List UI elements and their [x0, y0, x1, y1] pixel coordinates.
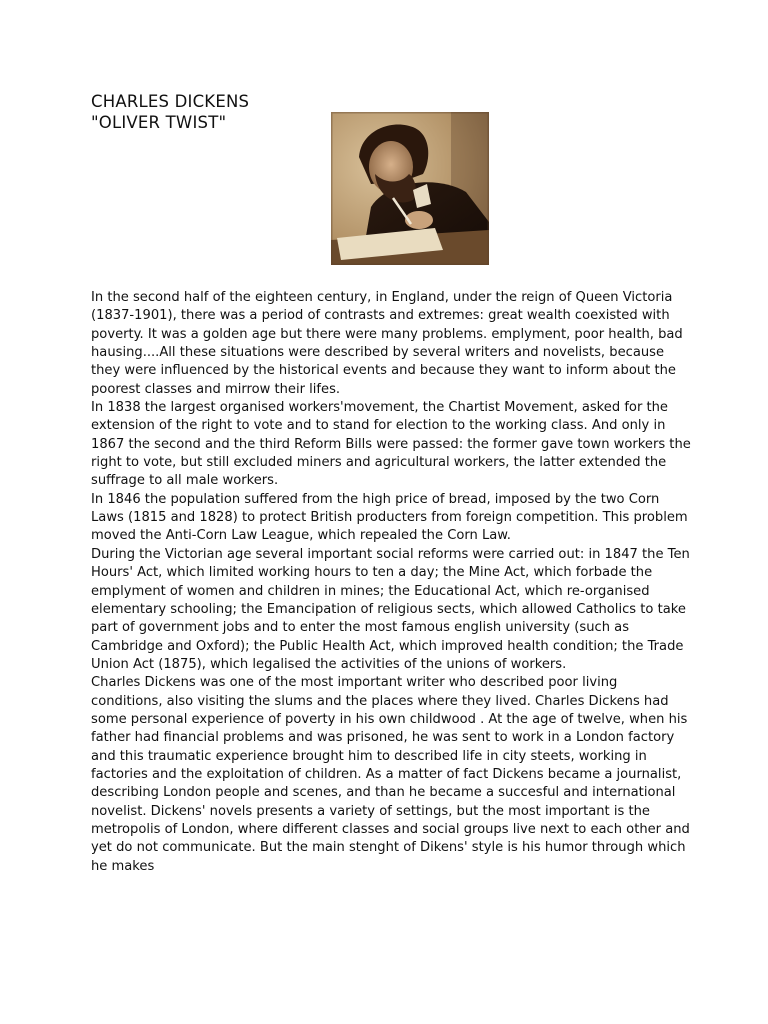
- article-body: [91, 289, 691, 876]
- portrait-illustration: [331, 112, 489, 265]
- title-work: "OLIVER TWIST": [91, 113, 227, 132]
- paragraph-social-reforms: During the Victorian age several important social reforms were carried out: in 1847 the Ten Hours' Act, which limited working hours to ten a day; the Mine Act, which forbade the emplyment of women and children in mines; the Educational Act, which re-organised elementary schooling; the Emancipation of religious sects, which allowed Catholics to take part of government jobs and to enter the most famous english university (such as Cambridge and Oxford); the Public Health Act, which improved health condition; the Trade Union Act (1875), which legalised the activities of the unions of workers.: [91, 546, 690, 672]
- paragraph-victorian-age: In the second half of the eighteen century, in England, under the reign of Queen Victoria (1837-1901), there was a period of contrasts and extremes: great wealth coexisted with poverty. It was a golden age but there were many problems. emplyment, poor health, bad hausing....All these situations were described by several writers and novelists, because they were influenced by the historical events and because they want to inform about the poorest classes and mirrow their lifes.: [91, 290, 683, 397]
- title-author: CHARLES DICKENS: [91, 92, 250, 111]
- document-title: [91, 91, 249, 133]
- paragraph-chartist-movement: In 1838 the largest organised workers'movement, the Chartist Movement, asked for the extension of the right to vote and to stand for election to the working class. And only in 1867 the second and the third Reform Bills were passed: the former gave town workers the right to vote, but still excluded miners and agricultural workers, the latter extended the suffrage to all male workers.: [91, 400, 691, 489]
- paragraph-dickens-life: Charles Dickens was one of the most important writer who described poor living conditions, also visiting the slums and the places where they lived. Charles Dickens had some personal experience of poverty in his own childwood . At the age of twelve, when his father had financial problems and was prisoned, he was sent to work in a London factory and this traumatic experience brought him to described life in city steets, working in factories and the exploitation of children. As a matter of fact Dickens became a journalist, describing London people and scenes, and than he became a succesful and international novelist. Dickens' novels presents a variety of settings, but the most important is the metropolis of London, where different classes and social groups live next to each other and yet do not communicate. But the main stenght of Dikens' style is his humor through which he makes: [91, 675, 690, 874]
- dickens-portrait-photo: [331, 112, 489, 265]
- paragraph-corn-laws: In 1846 the population suffered from the high price of bread, imposed by the two Corn Laws (1815 and 1828) to protect British producters from foreign competition. This problem moved the Anti-Corn Law League, which repealed the Corn Law.: [91, 491, 688, 544]
